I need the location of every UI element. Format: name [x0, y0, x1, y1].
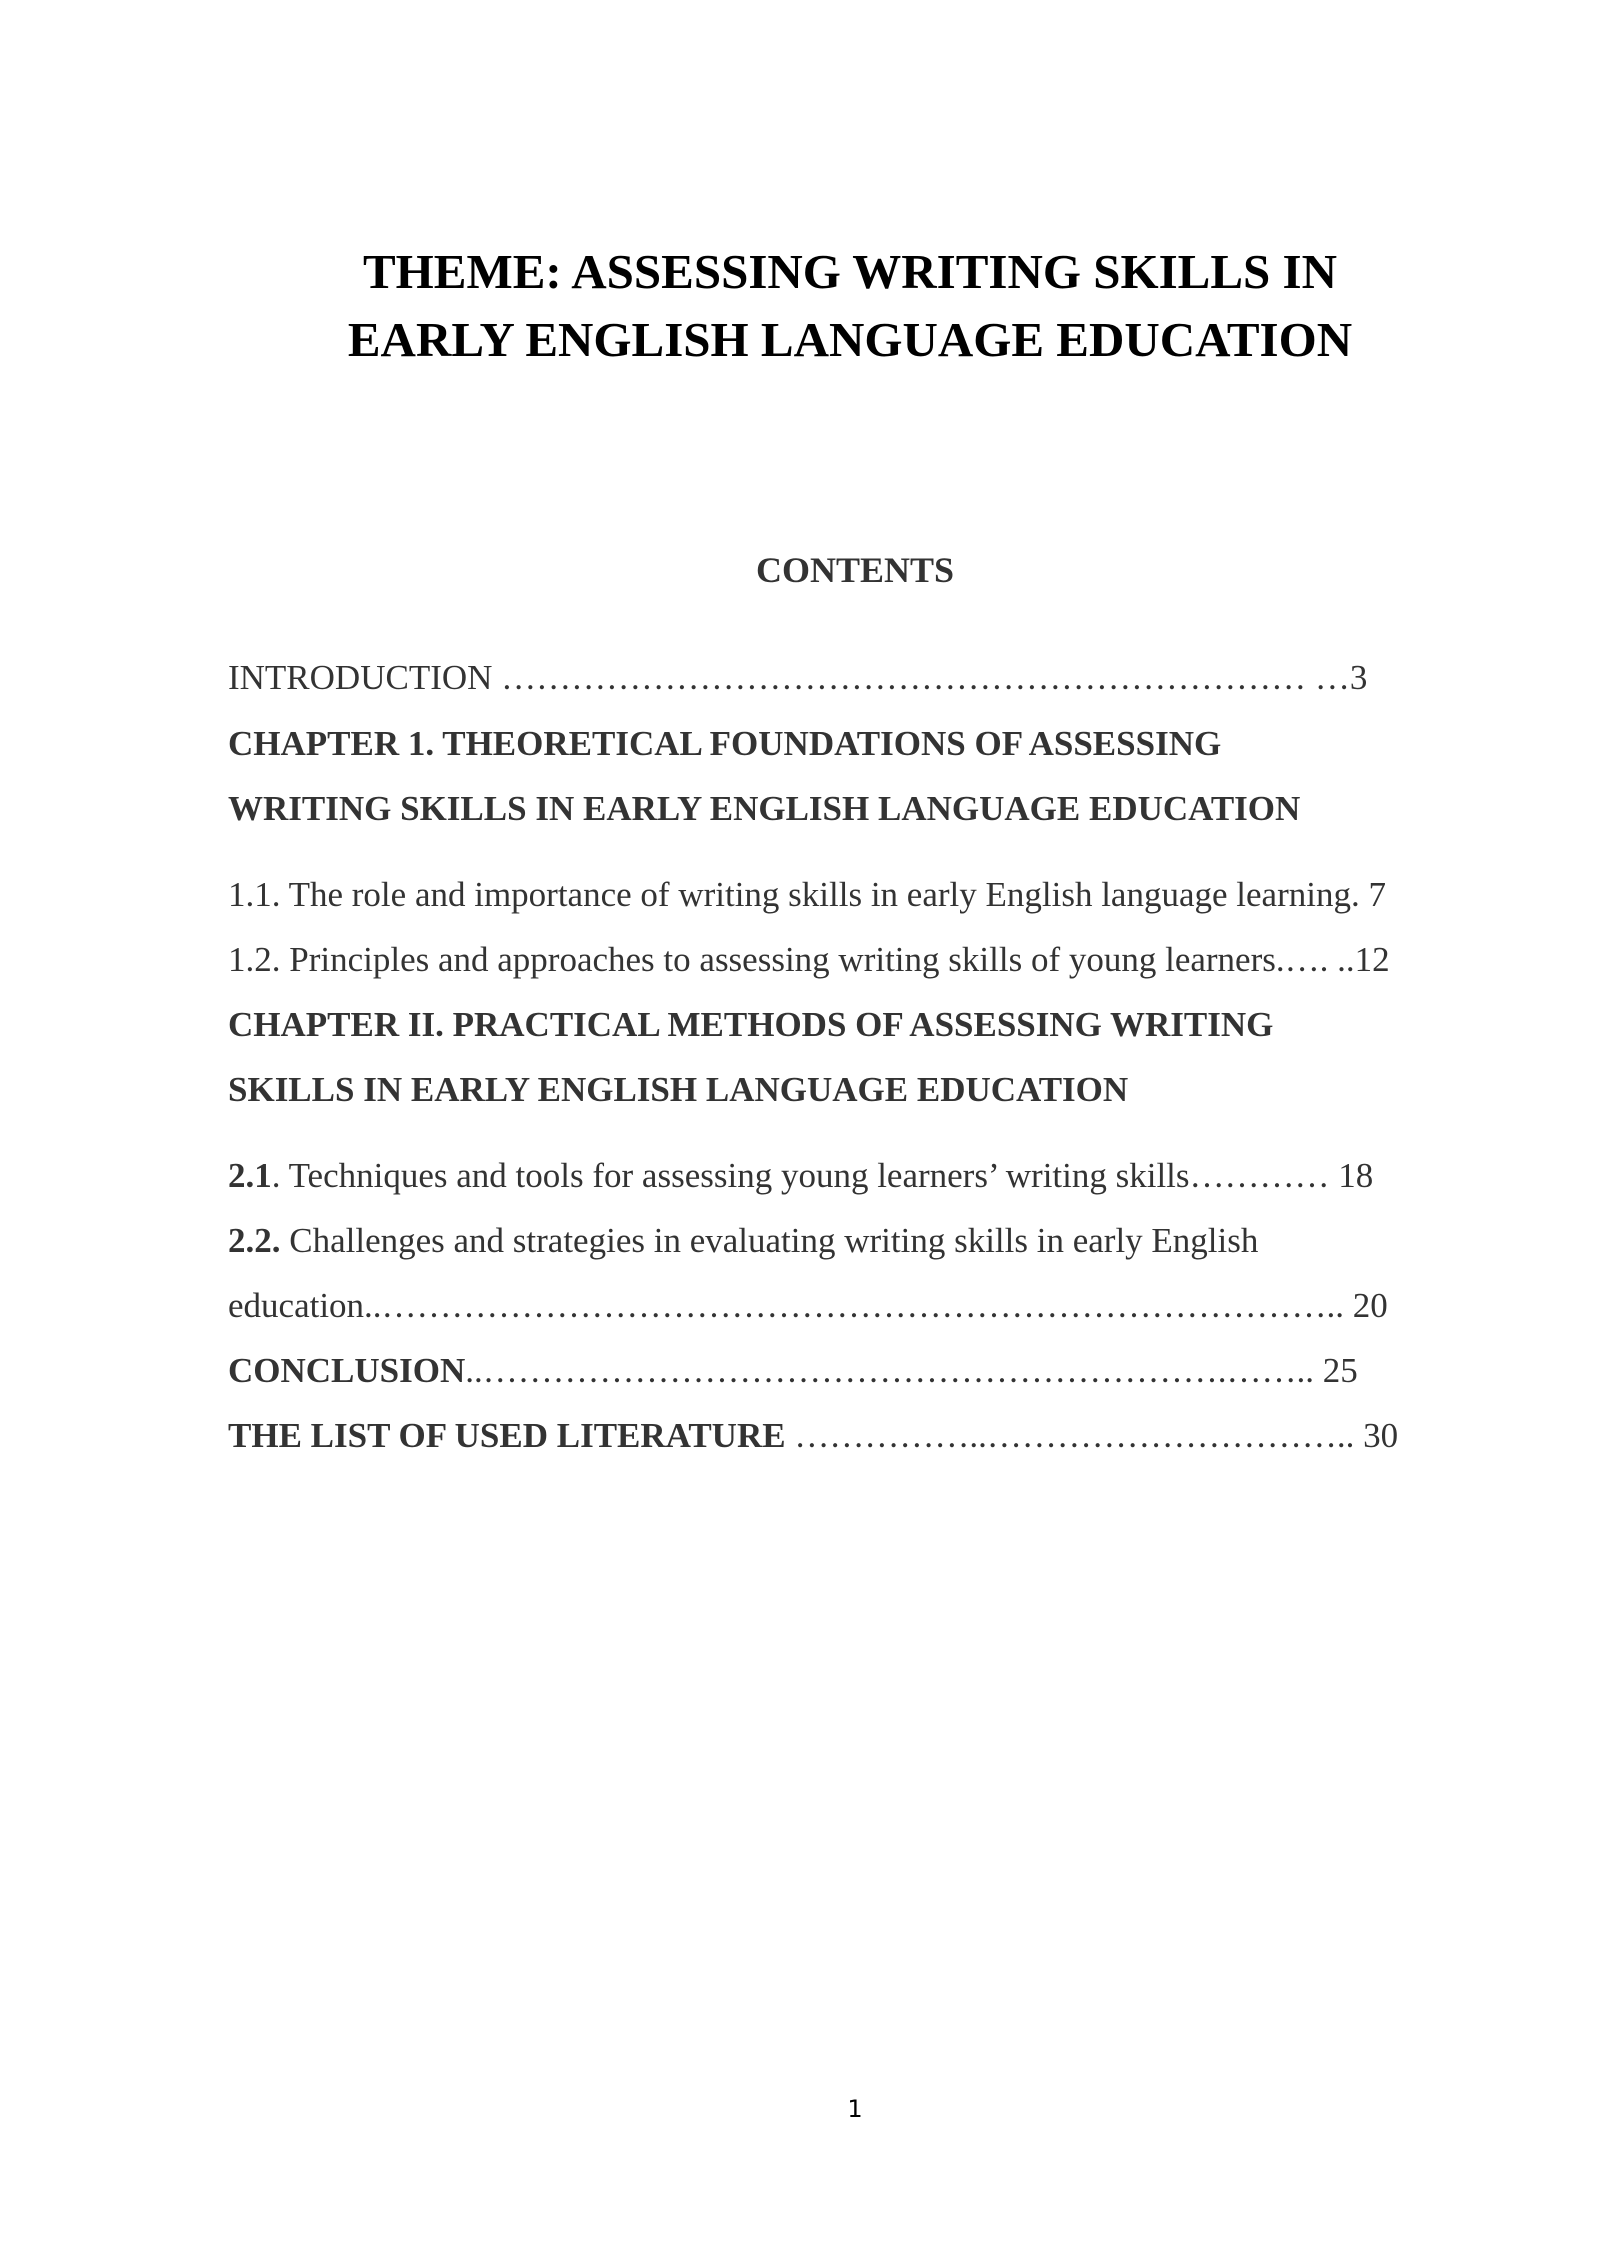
toc-item-1-2: 1.2. Principles and approaches to assessing writing skills of young learners.…. ..12	[228, 940, 1390, 979]
toc-chapter-1-line-2: WRITING SKILLS IN EARLY ENGLISH LANGUAGE EDUCATION	[228, 789, 1301, 828]
toc-conclusion	[228, 1350, 1358, 1392]
title-line-2: EARLY ENGLISH LANGUAGE EDUCATION	[347, 312, 1353, 367]
toc-chapter-1-line-1: CHAPTER 1. THEORETICAL FOUNDATIONS OF ASSESSING	[228, 724, 1222, 763]
page-number: 1	[847, 2095, 863, 2123]
toc-chapter-2-line-1: CHAPTER II. PRACTICAL METHODS OF ASSESSING WRITING	[228, 1005, 1274, 1044]
toc-item-2-1-text: . Techniques and tools for assessing young learners’ writing skills………… 18	[271, 1156, 1374, 1195]
title-line-1: THEME: ASSESSING WRITING SKILLS IN	[363, 244, 1337, 299]
toc-literature-label: THE LIST OF USED LITERATURE	[228, 1416, 786, 1455]
toc-item-2-2	[228, 1220, 1258, 1262]
toc-conclusion-label: CONCLUSION	[228, 1351, 466, 1390]
toc-literature-leader: ……………..………………………….. 30	[785, 1416, 1399, 1455]
toc-item-2-1-number: 2.1	[228, 1156, 272, 1195]
toc-chapter-2-line-2: SKILLS IN EARLY ENGLISH LANGUAGE EDUCATION	[228, 1070, 1129, 1109]
contents-heading: CONTENTS	[755, 550, 955, 590]
toc-item-2-2-number: 2.2.	[228, 1221, 281, 1260]
toc-item-2-1	[228, 1155, 1373, 1197]
toc-item-2-2-text: Challenges and strategies in evaluating writing skills in early English	[280, 1221, 1259, 1260]
toc-item-2-2-continuation: education..……………………………………………………………………….. 20	[228, 1286, 1388, 1325]
toc-item-1-1: 1.1. The role and importance of writing skills in early English language learning. 7	[228, 875, 1386, 914]
toc-conclusion-leader: ..……………………………………………………….…….. 25	[465, 1351, 1358, 1390]
toc-literature	[228, 1415, 1398, 1457]
document-title	[230, 238, 1470, 374]
toc-introduction: INTRODUCTION …………………………………………………………… …3	[228, 658, 1368, 697]
